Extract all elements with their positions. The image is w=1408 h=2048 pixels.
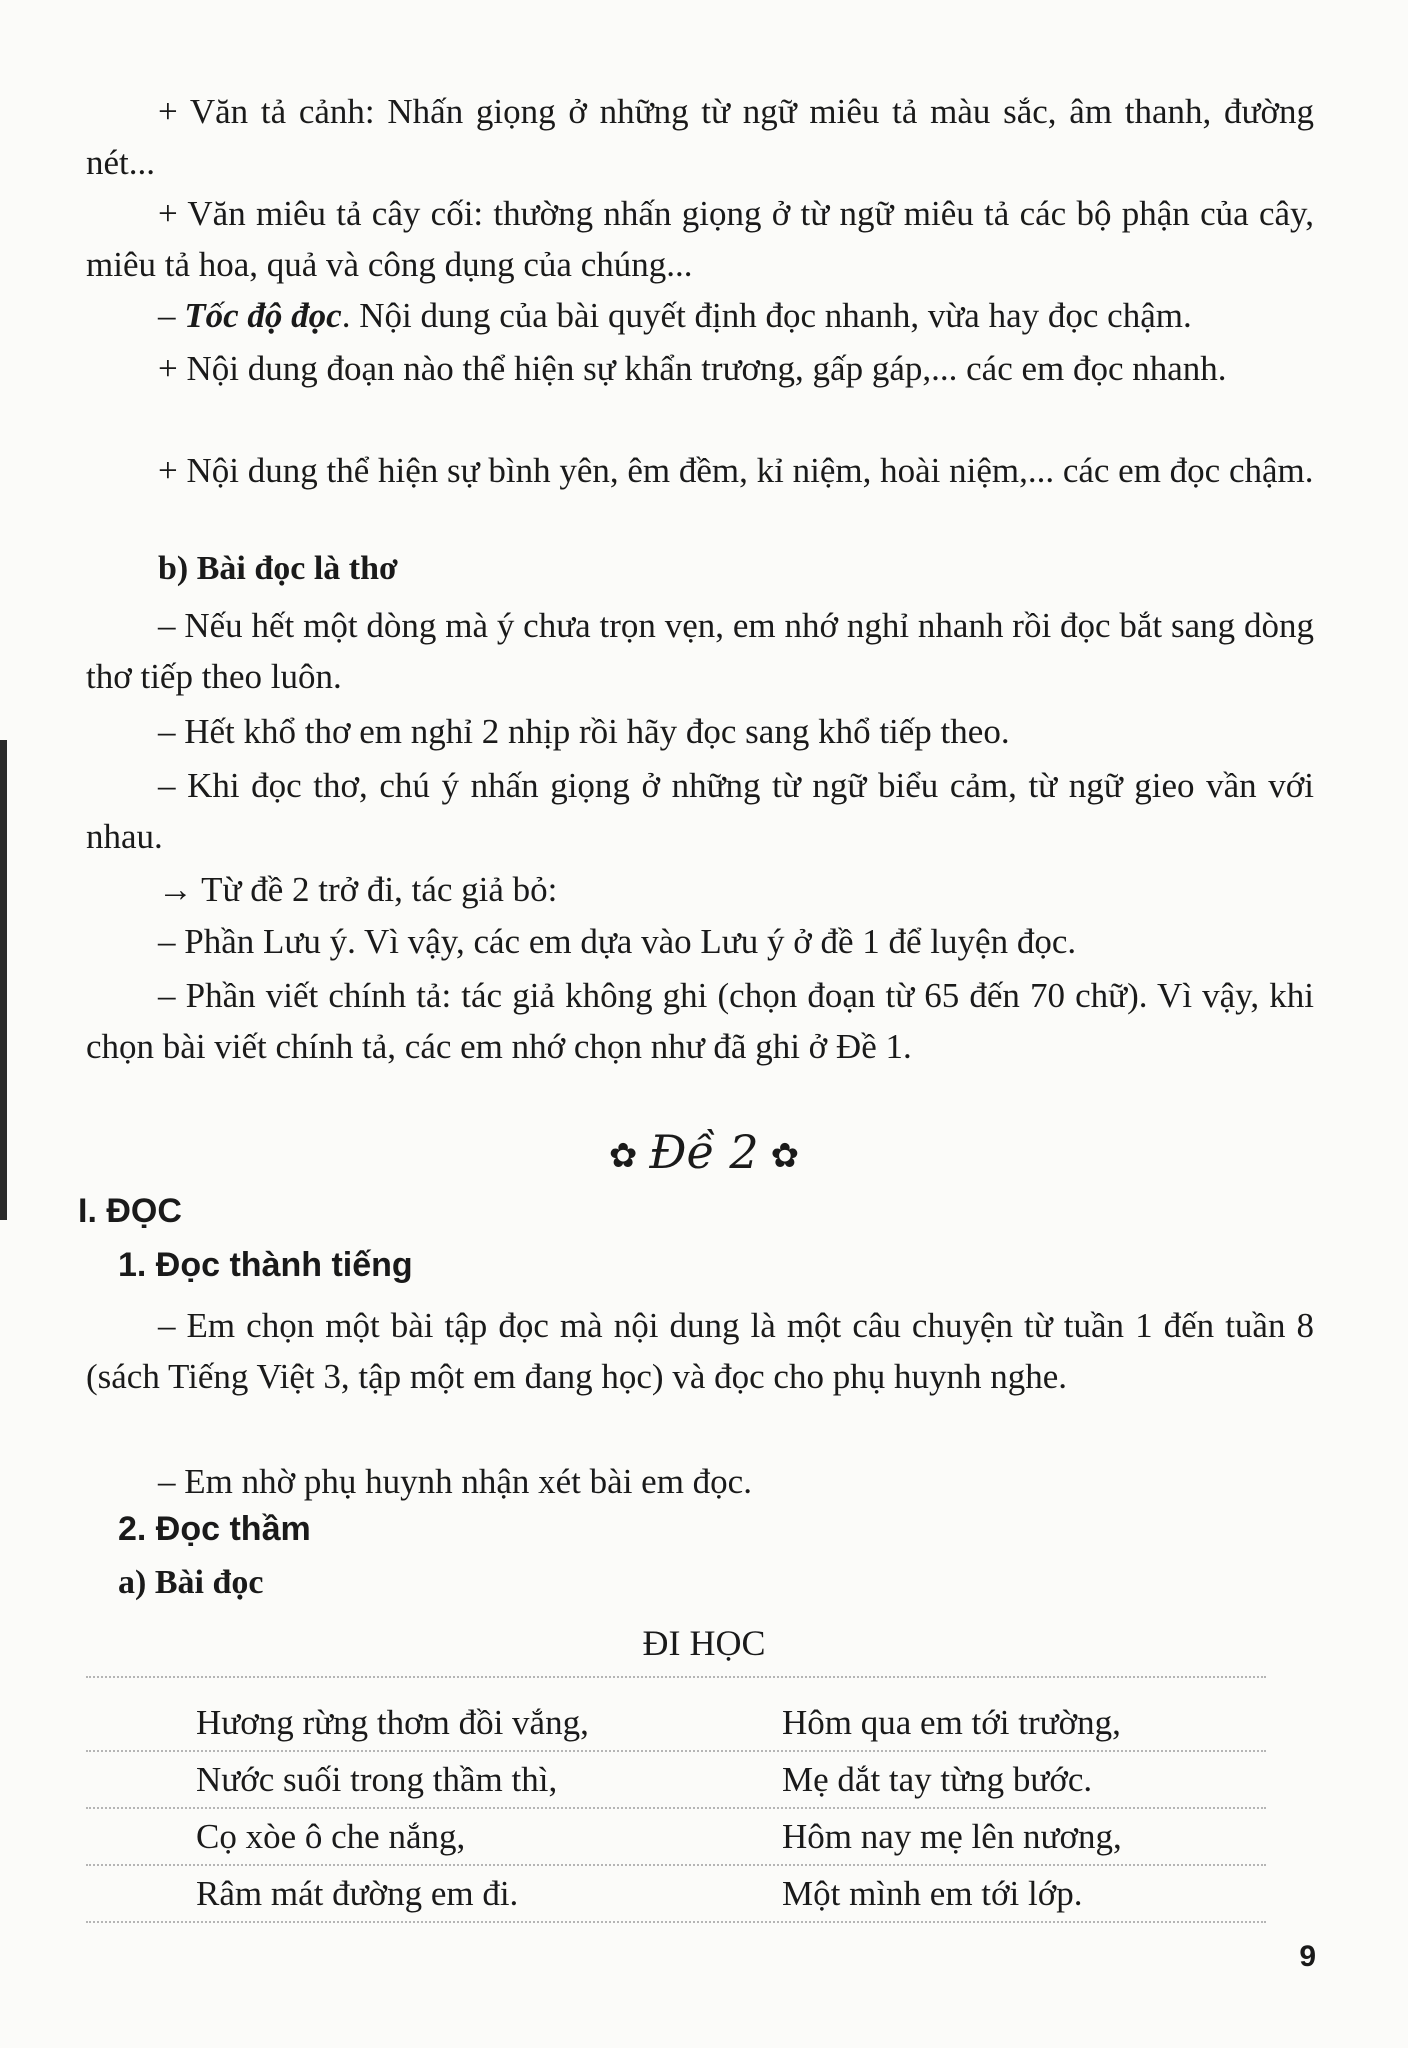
flower-icon: ✿ (608, 1136, 638, 1176)
para-van-ta-canh: + Văn tả cảnh: Nhấn giọng ở những từ ngữ miêu tả màu sắc, âm thanh, đường nét... (86, 92, 1314, 182)
para-het-mot-dong: – Nếu hết một dòng mà ý chưa trọn vẹn, em nhớ nghỉ nhanh rồi đọc bắt sang dòng thơ tiếp theo luôn. (86, 606, 1314, 696)
poem-line: Hương rừng thơm đồi vắng, (196, 1703, 589, 1742)
heading-doc: I. ĐỌC (78, 1192, 182, 1230)
heading-doc-tham: 2. Đọc thầm (118, 1510, 311, 1548)
poem-title: ĐI HỌC (642, 1623, 766, 1663)
exam-title-text: Đề 2 (649, 1125, 759, 1179)
poem-line: Hôm nay mẹ lên nương, (782, 1817, 1122, 1856)
para-van-mieu-ta-cay: + Văn miêu tả cây cối: thường nhấn giọng ở từ ngữ miêu tả các bộ phận của cây, miêu tả hoa, quả và công dụng của chúng... (86, 194, 1314, 284)
heading-doc-thanh-tieng: 1. Đọc thành tiếng (118, 1246, 413, 1284)
dotted-rule (86, 1807, 1266, 1809)
dotted-rule (86, 1921, 1266, 1923)
para-toc-do-doc (86, 290, 1314, 341)
para-doc-cham: + Nội dung thể hiện sự bình yên, êm đềm, kỉ niệm, hoài niệm,... các em đọc chậm. (158, 451, 1314, 490)
para-phan-luu-y: – Phần Lưu ý. Vì vậy, các em dựa vào Lưu ý ở đề 1 để luyện đọc. (158, 922, 1077, 961)
para-phan-viet-chinh-ta: – Phần viết chính tả: tác giả không ghi (chọn đoạn từ 65 đến 70 chữ). Vì vậy, khi chọn bài viết chính tả, các em nhớ chọn như đã ghi ở Đề 1. (86, 976, 1314, 1066)
para-tu-de-2: → Từ đề 2 trở đi, tác giả bỏ: (158, 870, 558, 909)
exam-title (0, 1125, 1408, 1179)
dotted-rule (86, 1864, 1266, 1866)
heading-bai-doc: a) Bài đọc (118, 1564, 264, 1601)
page-number: 9 (1299, 1940, 1316, 1973)
heading-bai-doc-la-tho: b) Bài đọc là thơ (158, 550, 398, 587)
dotted-rule (86, 1750, 1266, 1752)
para-het-kho-tho: – Hết khổ thơ em nghỉ 2 nhịp rồi hãy đọc sang khổ tiếp theo. (158, 712, 1010, 751)
para-toc-do-doc-rest: . Nội dung của bài quyết định đọc nhanh, vừa hay đọc chậm. (341, 296, 1192, 335)
para-nho-phu-huynh: – Em nhờ phụ huynh nhận xét bài em đọc. (158, 1462, 752, 1501)
dash: – (158, 296, 185, 335)
poem-line: Một mình em tới lớp. (782, 1874, 1083, 1913)
poem-line: Cọ xòe ô che nắng, (196, 1817, 466, 1856)
poem-line: Râm mát đường em đi. (196, 1874, 519, 1913)
flower-icon: ✿ (770, 1136, 800, 1176)
dotted-rule (86, 1676, 1266, 1678)
poem-line: Hôm qua em tới trường, (782, 1703, 1121, 1742)
para-chon-bai-tap-doc: – Em chọn một bài tập đọc mà nội dung là một câu chuyện từ tuần 1 đến tuần 8 (sách Tiếng Việt 3, tập một em đang học) và đọc cho phụ huynh nghe. (86, 1306, 1314, 1396)
emphasis-toc-do-doc: Tốc độ đọc (184, 296, 342, 335)
para-nhan-giong: – Khi đọc thơ, chú ý nhấn giọng ở những từ ngữ biểu cảm, từ ngữ gieo vần với nhau. (86, 766, 1314, 856)
poem-line: Mẹ dắt tay từng bước. (782, 1760, 1093, 1799)
poem-line: Nước suối trong thầm thì, (196, 1760, 558, 1799)
para-doc-nhanh: + Nội dung đoạn nào thể hiện sự khẩn trương, gấp gáp,... các em đọc nhanh. (158, 349, 1227, 388)
